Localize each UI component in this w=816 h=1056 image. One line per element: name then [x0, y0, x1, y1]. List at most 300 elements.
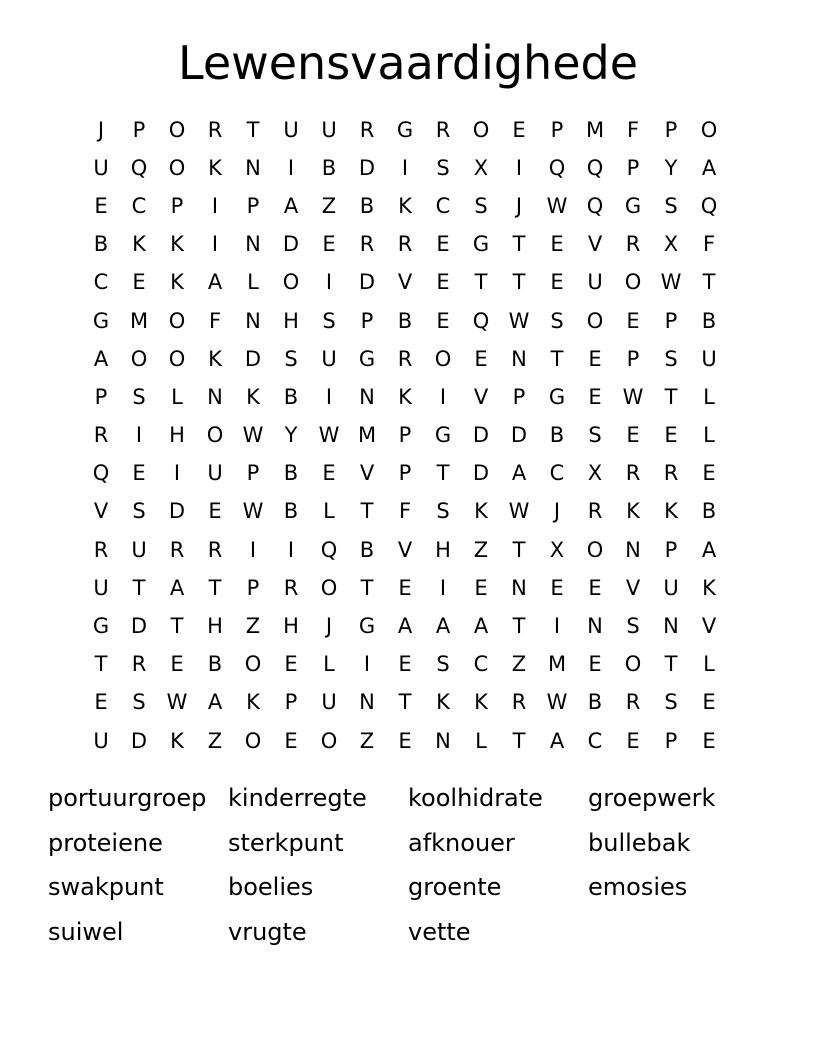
grid-cell[interactable]: E [398, 575, 412, 600]
grid-cell[interactable]: D [472, 423, 490, 448]
grid-cell[interactable]: D [358, 155, 376, 180]
grid-cell[interactable]: P [664, 117, 678, 142]
grid-cell[interactable]: B [93, 232, 109, 257]
grid-cell[interactable]: N [359, 690, 375, 715]
grid-cell[interactable]: K [246, 384, 260, 409]
grid-cell[interactable]: V [625, 575, 641, 600]
grid-cell[interactable]: Y [284, 423, 298, 448]
grid-cell[interactable]: F [702, 232, 716, 257]
grid-cell[interactable]: I [287, 537, 295, 562]
grid-cell[interactable]: S [436, 652, 450, 677]
grid-cell[interactable]: P [626, 346, 640, 371]
grid-cell[interactable]: D [472, 461, 490, 486]
grid-cell[interactable]: X [549, 537, 565, 562]
grid-cell[interactable]: E [626, 423, 640, 448]
grid-cell[interactable]: R [587, 499, 603, 524]
grid-cell[interactable]: H [169, 423, 185, 448]
grid-cell[interactable]: T [664, 384, 678, 409]
grid-cell[interactable]: G [92, 614, 110, 639]
grid-cell[interactable]: I [211, 232, 219, 257]
grid-cell[interactable]: V [587, 232, 603, 257]
grid-cell[interactable]: U [131, 537, 147, 562]
grid-cell[interactable]: T [550, 346, 564, 371]
grid-cell[interactable]: E [702, 728, 716, 753]
grid-cell[interactable]: E [132, 270, 146, 295]
grid-cell[interactable]: U [207, 461, 223, 486]
grid-cell[interactable]: I [401, 155, 409, 180]
word-list-item: proteiene [48, 828, 163, 857]
grid-cell[interactable]: T [512, 614, 526, 639]
grid-cell[interactable]: I [439, 575, 447, 600]
grid-cell[interactable]: A [473, 614, 489, 639]
grid-cell[interactable]: W [508, 308, 530, 333]
grid-cell[interactable]: K [132, 232, 146, 257]
grid-cell[interactable]: R [131, 652, 147, 677]
grid-cell[interactable]: H [435, 537, 451, 562]
grid-cell[interactable]: G [548, 384, 566, 409]
grid-cell[interactable]: P [398, 423, 412, 448]
grid-cell[interactable]: T [512, 270, 526, 295]
grid-cell[interactable]: R [625, 461, 641, 486]
grid-cell[interactable]: S [588, 423, 602, 448]
grid-cell[interactable]: S [664, 193, 678, 218]
word-list-item: suiwel [48, 918, 124, 947]
grid-cell[interactable]: C [549, 461, 565, 486]
grid-cell[interactable]: K [664, 499, 678, 524]
grid-cell[interactable]: P [360, 308, 374, 333]
grid-cell[interactable]: E [132, 461, 146, 486]
grid-cell[interactable]: A [511, 461, 527, 486]
grid-cell[interactable]: Z [245, 614, 261, 639]
grid-cell[interactable]: E [664, 423, 678, 448]
grid-cell[interactable]: S [284, 346, 298, 371]
grid-cell[interactable]: N [587, 614, 603, 639]
grid-cell[interactable]: R [397, 346, 413, 371]
grid-cell[interactable]: E [550, 575, 564, 600]
grid-cell[interactable]: M [357, 423, 377, 448]
grid-cell[interactable]: C [131, 193, 147, 218]
grid-cell[interactable]: U [321, 346, 337, 371]
grid-cell[interactable]: Z [511, 652, 527, 677]
grid-cell[interactable]: B [701, 308, 717, 333]
grid-cell[interactable]: C [473, 652, 489, 677]
grid-cell[interactable]: P [246, 193, 260, 218]
grid-cell[interactable]: U [701, 346, 717, 371]
grid-cell[interactable]: S [550, 308, 564, 333]
grid-cell[interactable]: I [363, 652, 371, 677]
grid-cell[interactable]: P [664, 728, 678, 753]
grid-cell[interactable]: E [588, 384, 602, 409]
grid-cell[interactable]: O [320, 728, 338, 753]
grid-cell[interactable]: T [398, 690, 412, 715]
grid-cell[interactable]: B [207, 652, 223, 677]
grid-cell[interactable]: O [700, 117, 718, 142]
grid-cell[interactable]: I [553, 614, 561, 639]
grid-cell[interactable]: Z [207, 728, 223, 753]
grid-cell[interactable]: V [397, 537, 413, 562]
grid-cell[interactable]: U [321, 690, 337, 715]
grid-cell[interactable]: L [247, 270, 259, 295]
grid-cell[interactable]: M [585, 117, 605, 142]
grid-cell[interactable]: E [474, 575, 488, 600]
grid-cell[interactable]: N [245, 155, 261, 180]
word-list-item: koolhidrate [408, 784, 543, 812]
grid-cell[interactable]: T [360, 499, 374, 524]
word-list-item: kinderregte [228, 784, 367, 812]
grid-cell[interactable]: I [439, 384, 447, 409]
grid-cell[interactable]: K [436, 690, 450, 715]
grid-cell[interactable]: B [397, 308, 413, 333]
grid-cell[interactable]: U [587, 270, 603, 295]
grid-cell[interactable]: M [129, 308, 149, 333]
grid-cell[interactable]: Q [586, 193, 604, 218]
grid-cell[interactable]: E [436, 308, 450, 333]
grid-cell[interactable]: B [359, 537, 375, 562]
grid-cell[interactable]: A [549, 728, 565, 753]
grid-cell[interactable]: I [135, 423, 143, 448]
grid-cell[interactable]: R [169, 537, 185, 562]
grid-cell[interactable]: D [282, 232, 300, 257]
grid-cell[interactable]: K [474, 499, 488, 524]
grid-cell[interactable]: P [284, 690, 298, 715]
grid-cell[interactable]: I [249, 537, 257, 562]
grid-cell[interactable]: T [512, 232, 526, 257]
word-list-item: bullebak [588, 828, 691, 857]
grid-cell[interactable]: R [359, 232, 375, 257]
grid-cell[interactable]: N [663, 614, 679, 639]
grid-cell[interactable]: K [626, 499, 640, 524]
grid-cell[interactable]: E [170, 652, 184, 677]
grid-cell[interactable]: N [625, 537, 641, 562]
grid-cell[interactable]: O [130, 346, 148, 371]
grid-cell[interactable]: P [170, 193, 184, 218]
grid-cell[interactable]: K [170, 270, 184, 295]
grid-cell[interactable]: S [664, 690, 678, 715]
grid-cell[interactable]: S [132, 384, 146, 409]
grid-cell[interactable]: S [626, 614, 640, 639]
grid-cell[interactable]: P [664, 308, 678, 333]
grid-cell[interactable]: E [436, 232, 450, 257]
grid-cell[interactable]: W [242, 423, 264, 448]
grid-cell[interactable]: L [171, 384, 183, 409]
grid-cell[interactable]: N [207, 384, 223, 409]
grid-cell[interactable]: W [508, 499, 530, 524]
grid-cell[interactable]: X [473, 155, 489, 180]
grid-cell[interactable]: P [550, 117, 564, 142]
grid-cell[interactable]: R [435, 117, 451, 142]
grid-cell[interactable]: S [474, 193, 488, 218]
grid-cell[interactable]: C [435, 193, 451, 218]
grid-cell[interactable]: P [398, 461, 412, 486]
grid-cell[interactable]: O [168, 346, 186, 371]
grid-cell[interactable]: E [512, 117, 526, 142]
grid-cell[interactable]: R [93, 423, 109, 448]
grid-cell[interactable]: K [702, 575, 716, 600]
grid-cell[interactable]: O [168, 155, 186, 180]
grid-cell[interactable]: D [244, 346, 262, 371]
grid-cell[interactable]: I [325, 384, 333, 409]
grid-cell[interactable]: E [626, 728, 640, 753]
grid-cell[interactable]: E [588, 575, 602, 600]
grid-cell[interactable]: K [170, 728, 184, 753]
grid-cell[interactable]: D [168, 499, 186, 524]
grid-cell[interactable]: N [245, 232, 261, 257]
grid-cell[interactable]: A [207, 690, 223, 715]
word-list-item: vette [408, 918, 471, 947]
grid-cell[interactable]: B [283, 499, 299, 524]
grid-cell[interactable]: B [359, 193, 375, 218]
grid-cell[interactable]: Z [359, 728, 375, 753]
grid-cell[interactable]: S [436, 499, 450, 524]
grid-cell[interactable]: E [702, 461, 716, 486]
grid-cell[interactable]: O [320, 575, 338, 600]
grid-cell[interactable]: W [166, 690, 188, 715]
grid-cell[interactable]: O [624, 270, 642, 295]
grid-cell[interactable]: X [587, 461, 603, 486]
grid-cell[interactable]: B [701, 499, 717, 524]
grid-cell[interactable]: N [245, 308, 261, 333]
grid-cell[interactable]: W [242, 499, 264, 524]
grid-cell[interactable]: G [358, 346, 376, 371]
grid-cell[interactable]: B [321, 155, 337, 180]
grid-cell[interactable]: Q [700, 193, 718, 218]
grid-cell[interactable]: E [94, 193, 108, 218]
grid-cell[interactable]: O [472, 117, 490, 142]
grid-cell[interactable]: L [703, 652, 715, 677]
grid-cell[interactable]: Q [548, 155, 566, 180]
grid-cell[interactable]: D [130, 728, 148, 753]
grid-cell[interactable]: U [93, 155, 109, 180]
grid-cell[interactable]: G [624, 193, 642, 218]
grid-cell[interactable]: A [283, 193, 299, 218]
grid-cell[interactable]: E [208, 499, 222, 524]
grid-cell[interactable]: L [323, 652, 335, 677]
grid-cell[interactable]: G [396, 117, 414, 142]
grid-cell[interactable]: O [244, 652, 262, 677]
grid-cell[interactable]: V [397, 270, 413, 295]
grid-cell[interactable]: R [397, 232, 413, 257]
grid-cell[interactable]: E [550, 270, 564, 295]
grid-cell[interactable]: W [546, 690, 568, 715]
grid-cell[interactable]: S [664, 346, 678, 371]
grid-cell[interactable]: A [93, 346, 109, 371]
grid-cell[interactable]: E [702, 690, 716, 715]
grid-cell[interactable]: U [321, 117, 337, 142]
grid-cell[interactable]: W [546, 193, 568, 218]
grid-cell[interactable]: T [436, 461, 450, 486]
grid-cell[interactable]: T [512, 537, 526, 562]
grid-cell[interactable]: T [360, 575, 374, 600]
grid-cell[interactable]: V [701, 614, 717, 639]
grid-cell[interactable]: T [208, 575, 222, 600]
grid-cell[interactable]: N [511, 575, 527, 600]
grid-cell[interactable]: P [246, 461, 260, 486]
grid-cell[interactable]: T [512, 728, 526, 753]
grid-cell[interactable]: A [435, 614, 451, 639]
grid-cell[interactable]: R [283, 575, 299, 600]
grid-cell[interactable]: U [663, 575, 679, 600]
grid-cell[interactable]: B [283, 384, 299, 409]
grid-cell[interactable]: L [475, 728, 487, 753]
grid-cell[interactable]: J [97, 117, 105, 142]
grid-cell[interactable]: I [515, 155, 523, 180]
grid-cell[interactable]: E [398, 652, 412, 677]
word-list-item: groepwerk [588, 784, 716, 812]
grid-cell[interactable]: S [436, 155, 450, 180]
grid-cell[interactable]: T [664, 652, 678, 677]
grid-cell[interactable]: V [473, 384, 489, 409]
grid-cell[interactable]: C [93, 270, 109, 295]
grid-cell[interactable]: F [208, 308, 222, 333]
grid-cell[interactable]: E [588, 652, 602, 677]
word-list-item: emosies [588, 873, 688, 902]
grid-cell[interactable]: O [586, 308, 604, 333]
grid-cell[interactable]: U [93, 728, 109, 753]
grid-cell[interactable]: O [244, 728, 262, 753]
grid-cell[interactable]: E [284, 652, 298, 677]
grid-cell[interactable]: T [474, 270, 488, 295]
grid-cell[interactable]: C [587, 728, 603, 753]
grid-cell[interactable]: F [626, 117, 640, 142]
grid-cell[interactable]: G [92, 308, 110, 333]
grid-cell[interactable]: T [94, 652, 108, 677]
grid-cell[interactable]: A [207, 270, 223, 295]
grid-cell[interactable]: A [397, 614, 413, 639]
grid-cell[interactable]: Z [473, 537, 489, 562]
grid-cell[interactable]: K [170, 232, 184, 257]
grid-cell[interactable]: O [168, 117, 186, 142]
grid-cell[interactable]: W [622, 384, 644, 409]
grid-cell[interactable]: F [398, 499, 412, 524]
grid-cell[interactable]: Y [664, 155, 678, 180]
grid-cell[interactable]: S [322, 308, 336, 333]
grid-cell[interactable]: K [208, 346, 222, 371]
grid-cell[interactable]: B [549, 423, 565, 448]
word-list-item: afknouer [408, 828, 515, 857]
letter-grid[interactable] [82, 111, 728, 760]
grid-cell[interactable]: G [472, 232, 490, 257]
grid-cell[interactable]: S [132, 499, 146, 524]
grid-cell[interactable]: D [358, 270, 376, 295]
grid-cell[interactable]: T [132, 575, 146, 600]
grid-cell[interactable]: I [325, 270, 333, 295]
grid-cell[interactable]: A [701, 155, 717, 180]
grid-cell[interactable]: J [553, 499, 561, 524]
grid-cell[interactable]: Q [92, 461, 110, 486]
grid-cell[interactable]: E [94, 690, 108, 715]
grid-cell[interactable]: P [94, 384, 108, 409]
grid-cell[interactable]: E [436, 270, 450, 295]
grid-cell[interactable]: I [211, 193, 219, 218]
grid-cell[interactable]: Z [321, 193, 337, 218]
grid-cell[interactable]: U [283, 117, 299, 142]
grid-cell[interactable]: Q [130, 155, 148, 180]
grid-cell[interactable]: R [663, 461, 679, 486]
grid-cell[interactable]: E [588, 346, 602, 371]
grid-cell[interactable]: B [283, 461, 299, 486]
grid-cell[interactable]: O [434, 346, 452, 371]
grid-cell[interactable]: T [170, 614, 184, 639]
grid-cell[interactable]: A [701, 537, 717, 562]
grid-cell[interactable]: G [434, 423, 452, 448]
grid-cell[interactable]: E [626, 308, 640, 333]
grid-cell[interactable]: A [169, 575, 185, 600]
grid-cell[interactable]: I [173, 461, 181, 486]
grid-cell[interactable]: R [359, 117, 375, 142]
grid-cell[interactable]: K [474, 690, 488, 715]
grid-cell[interactable]: X [663, 232, 679, 257]
grid-cell[interactable]: W [660, 270, 682, 295]
grid-cell[interactable]: E [474, 346, 488, 371]
grid-cell[interactable]: R [625, 232, 641, 257]
grid-cell[interactable]: I [287, 155, 295, 180]
grid-cell[interactable]: P [664, 537, 678, 562]
grid-cell[interactable]: V [359, 461, 375, 486]
grid-cell[interactable]: E [322, 461, 336, 486]
grid-cell[interactable]: K [208, 155, 222, 180]
grid-cell[interactable]: N [511, 346, 527, 371]
grid-cell[interactable]: K [246, 690, 260, 715]
grid-cell[interactable]: P [132, 117, 146, 142]
grid-cell[interactable]: T [702, 270, 716, 295]
grid-cell[interactable]: D [130, 614, 148, 639]
grid-cell[interactable]: H [283, 614, 299, 639]
grid-cell[interactable]: Q [320, 537, 338, 562]
grid-cell[interactable]: E [322, 232, 336, 257]
grid-cell[interactable]: T [246, 117, 260, 142]
grid-cell[interactable]: L [703, 423, 715, 448]
grid-cell[interactable]: O [586, 537, 604, 562]
grid-cell[interactable]: K [398, 193, 412, 218]
grid-cell[interactable]: S [132, 690, 146, 715]
grid-cell[interactable]: R [625, 690, 641, 715]
grid-cell[interactable]: O [282, 270, 300, 295]
grid-cell[interactable]: N [435, 728, 451, 753]
grid-cell[interactable]: J [515, 193, 523, 218]
grid-cell[interactable]: O [624, 652, 642, 677]
grid-cell[interactable]: P [246, 575, 260, 600]
grid-cell[interactable]: P [626, 155, 640, 180]
grid-cell[interactable]: U [93, 575, 109, 600]
grid-cell[interactable]: V [93, 499, 109, 524]
grid-cell[interactable]: E [550, 232, 564, 257]
grid-cell[interactable]: Q [472, 308, 490, 333]
grid-cell[interactable]: H [207, 614, 223, 639]
grid-cell[interactable]: E [398, 728, 412, 753]
grid-cell[interactable]: L [703, 384, 715, 409]
grid-cell[interactable]: N [359, 384, 375, 409]
grid-cell[interactable]: O [168, 308, 186, 333]
grid-cell[interactable]: L [323, 499, 335, 524]
grid-cell[interactable]: H [283, 308, 299, 333]
grid-cell[interactable]: R [93, 537, 109, 562]
grid-cell[interactable]: W [318, 423, 340, 448]
grid-cell[interactable]: D [510, 423, 528, 448]
grid-cell[interactable]: J [325, 614, 333, 639]
grid-cell[interactable]: M [547, 652, 567, 677]
grid-cell[interactable]: E [284, 728, 298, 753]
grid-cell[interactable]: P [512, 384, 526, 409]
grid-cell[interactable]: R [207, 537, 223, 562]
grid-cell[interactable]: B [587, 690, 603, 715]
grid-cell[interactable]: Q [586, 155, 604, 180]
grid-cell[interactable]: R [511, 690, 527, 715]
grid-cell[interactable]: O [206, 423, 224, 448]
grid-cell[interactable]: K [398, 384, 412, 409]
word-list-item: sterkpunt [228, 828, 344, 857]
grid-cell[interactable]: G [358, 614, 376, 639]
grid-cell[interactable]: R [207, 117, 223, 142]
